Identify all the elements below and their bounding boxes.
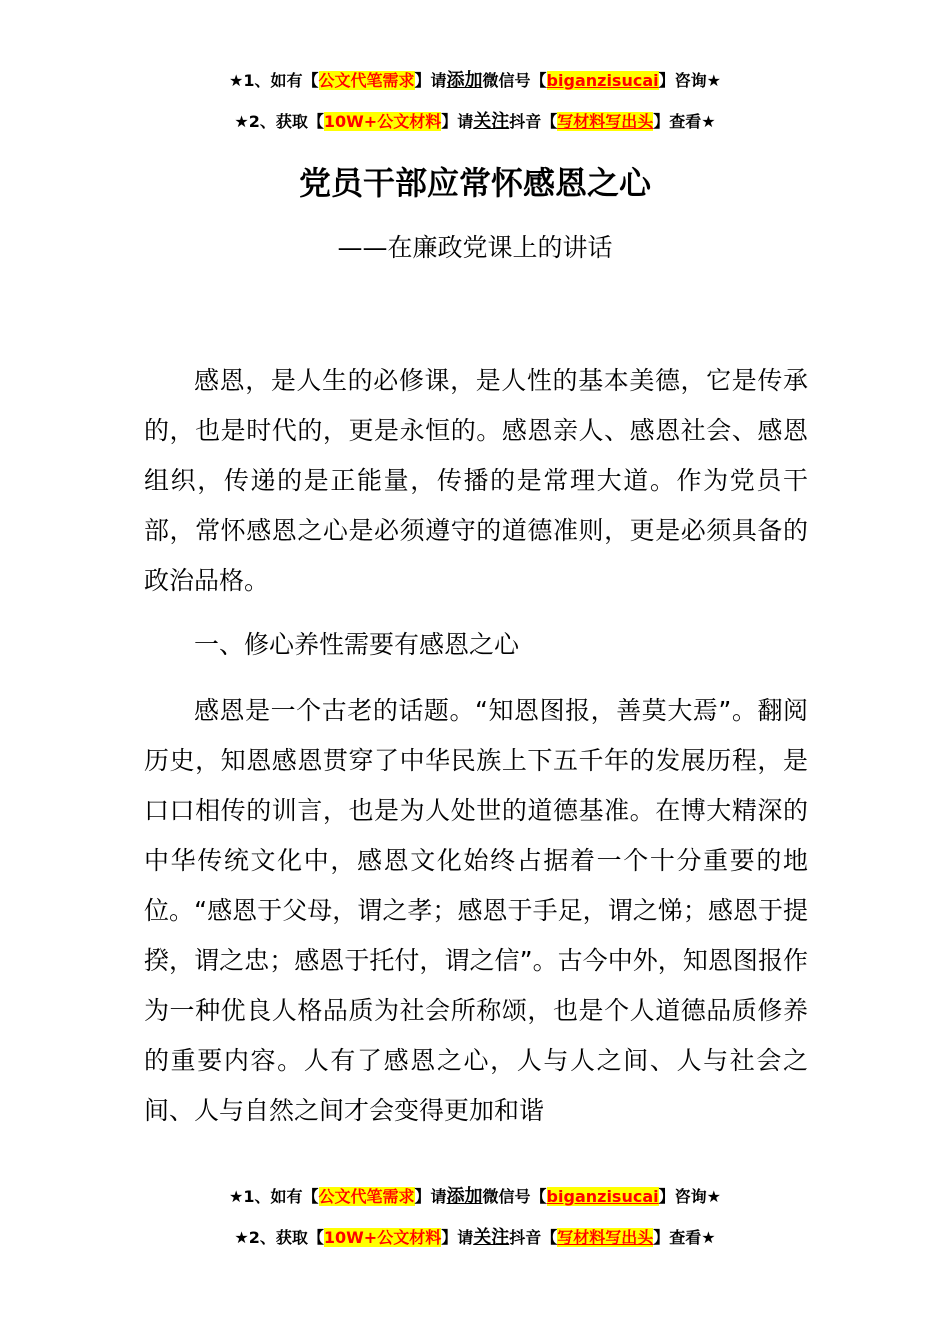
promo-line-bottom-2 [0,1226,950,1250]
promo-highlight-materials: 10W+公文材料 [323,1228,442,1247]
promo-tail: 】咨询★ [658,1187,721,1206]
promo-wechat-id: biganzisucai [546,71,659,90]
document-subtitle: ——在廉政党课上的讲话 [337,233,613,262]
promo-wechat-id: biganzisucai [546,1187,659,1206]
promo-lead: ★1、如有【 [229,71,319,90]
promo-lead: ★2、获取【 [234,112,324,131]
paragraph-section-1: 感恩是一个古老的话题。“知恩图报，善莫大焉”。翻阅历史，知恩感恩贯穿了中华民族上下五千年的发展历程，是口口相传的训言，也是为人处世的道德基准。在博大精深的中华传统文化中，感恩文化始终占据着一个十分重要的地位。“感恩于父母，谓之孝；感恩于手足，谓之悌；感恩于提揆，谓之忠；感恩于托付，谓之信”。古今中外，知恩图报作为一种优良人格品质为社会所称颂，也是个人道德品质修养的重要内容。人有了感恩之心，人与人之间、人与社会之间、人与自然之间才会变得更加和谐 [144,696,808,1125]
paragraph-intro: 感恩，是人生的必修课，是人性的基本美德，它是传承的，也是时代的，更是永恒的。感恩亲人、感恩社会、感恩组织，传递的是正能量，传播的是常理大道。作为党员干部，常怀感恩之心是必须遵守的道德准则，更是必须具备的政治品格。 [144,366,808,595]
promo-tail: 】咨询★ [658,71,721,90]
promo-lead: ★2、获取【 [234,1228,324,1247]
promo-line-bottom-1 [0,1185,950,1209]
promo-text: 】请 [441,1228,474,1247]
promo-emphasis: 关注 [473,1227,510,1248]
promo-line-top-2 [0,110,950,134]
promo-emphasis: 添加 [446,1186,483,1207]
promo-text: 】请 [414,1187,447,1206]
promo-lead: ★1、如有【 [229,1187,319,1206]
promo-highlight-service: 公文代笔需求 [318,71,415,90]
promo-highlight-materials: 10W+公文材料 [323,112,442,131]
promo-text: 抖音【 [509,112,558,131]
promo-text: 抖音【 [509,1228,558,1247]
promo-text: 】请 [414,71,447,90]
promo-douyin-id: 写材料写出头 [557,112,654,131]
promo-tail: 】查看★ [653,112,716,131]
document-title: 党员干部应常怀感恩之心 [298,164,651,202]
promo-text: 】请 [441,112,474,131]
promo-highlight-service: 公文代笔需求 [318,1187,415,1206]
promo-line-top-1 [0,69,950,93]
promo-text: 微信号【 [482,1187,547,1206]
promo-text: 微信号【 [482,71,547,90]
promo-emphasis: 添加 [446,70,483,91]
section-heading-1: 一、修心养性需要有感恩之心 [194,630,520,659]
promo-tail: 】查看★ [653,1228,716,1247]
promo-douyin-id: 写材料写出头 [557,1228,654,1247]
promo-emphasis: 关注 [473,111,510,132]
